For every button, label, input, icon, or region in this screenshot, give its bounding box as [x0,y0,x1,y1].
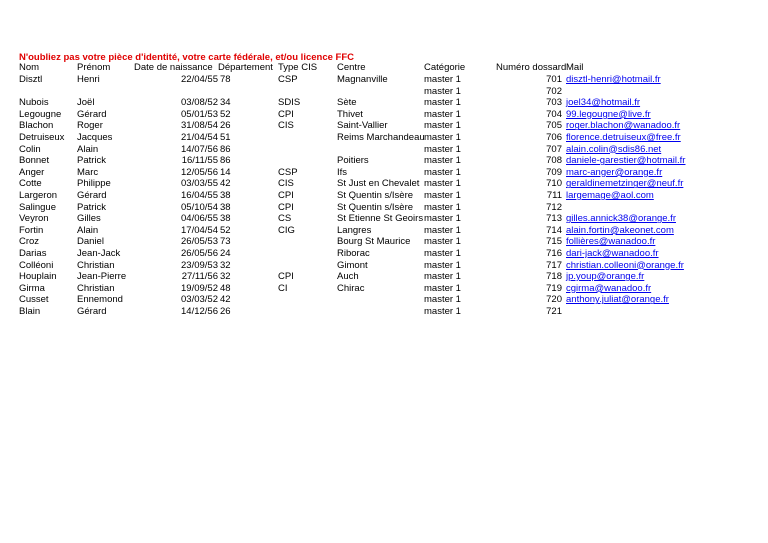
cell-nom: Cotte [19,178,42,190]
cell-mail[interactable]: gilles.annick38@orange.fr [566,213,676,225]
cell-centre: Thivet [337,108,363,120]
cell-categorie: master 1 [424,166,461,178]
table-row [0,260,768,272]
cell-type: CPI [278,201,294,213]
table-row [0,86,768,98]
cell-categorie: master 1 [424,190,461,201]
cell-type: SDIS [278,97,301,109]
cell-type: CIS [278,178,294,190]
cell-nom: Darias [19,248,47,259]
cell-departement: 34 [220,97,231,109]
cell-numero: 703 [546,97,562,109]
cell-type: CIS [278,120,294,132]
cell-date: 22/04/55 [181,74,218,85]
cell-date: 04/06/55 [181,213,218,225]
cell-departement: 24 [220,248,231,259]
cell-centre: Auch [337,271,359,283]
cell-type: CIG [278,224,295,236]
cell-mail[interactable]: 99.legougne@live.fr [566,108,651,120]
table-row [0,109,768,121]
cell-mail[interactable]: cgirma@wanadoo.fr [566,282,652,294]
cell-categorie: master 1 [424,120,461,132]
cell-numero: 711 [546,190,562,201]
cell-centre: Sète [337,97,357,109]
cell-centre: St Etienne St Geoirs [337,213,424,225]
cell-prenom: Marc [77,166,99,178]
cell-prenom: Joël [77,97,95,109]
cell-categorie: master 1 [424,201,461,213]
cell-date: 21/04/54 [181,132,218,143]
cell-categorie: master 1 [424,306,461,317]
cell-nom: Largeron [19,190,58,201]
header-prenom: Prénom [77,62,111,73]
cell-prenom: Jacques [77,132,113,143]
cell-departement: 42 [220,178,231,190]
cell-nom: Colin [19,143,41,155]
cell-centre: Bourg St Maurice [337,236,411,248]
cell-mail[interactable]: largemage@aol.com [566,190,654,201]
cell-departement: 86 [220,155,231,167]
table-row [0,132,768,144]
cell-date: 26/05/56 [181,248,218,259]
cell-centre: Riborac [337,248,370,259]
cell-prenom: Ennemond [77,294,123,306]
cell-centre: Poitiers [337,155,369,167]
cell-numero: 715 [546,236,562,248]
cell-type: CPI [278,271,294,283]
cell-prenom: Roger [77,120,103,132]
cell-nom: Legougne [19,108,62,120]
cell-centre: Langres [337,224,372,236]
table-row [0,213,768,225]
table-row [0,178,768,190]
cell-mail[interactable]: christian.colleoni@orange.fr [566,259,684,271]
cell-date: 19/09/52 [181,282,218,294]
table-row [0,120,768,132]
cell-prenom: Patrick [77,155,107,167]
header-mail: Mail [566,62,584,73]
cell-mail[interactable]: daniele-garestier@hotmail.fr [566,155,686,167]
cell-prenom: Alain [77,143,99,155]
cell-mail[interactable]: alain.colin@sdis86.net [566,143,662,155]
cell-numero: 716 [546,248,562,259]
cell-departement: 38 [220,190,231,201]
cell-nom: Veyron [19,213,49,225]
table-row [0,271,768,283]
cell-numero: 721 [546,306,562,317]
cell-departement: 51 [220,132,231,143]
cell-nom: Bonnet [19,155,50,167]
cell-nom: Anger [19,166,45,178]
cell-numero: 713 [546,213,562,225]
cell-date: 16/04/55 [181,190,218,201]
cell-centre: Magnanville [337,74,388,85]
table-row [0,248,768,260]
cell-date: 23/09/53 [181,259,218,271]
cell-mail[interactable]: anthony.juliat@orange.fr [566,294,669,306]
cell-categorie: master 1 [424,213,461,225]
cell-type: CS [278,213,292,225]
cell-prenom: Philippe [77,178,111,190]
cell-prenom: Daniel [77,236,104,248]
cell-centre: St Just en Chevalet [337,178,420,190]
cell-date: 05/10/54 [181,201,218,213]
cell-date: 03/03/55 [181,178,218,190]
table-row [0,97,768,109]
cell-mail[interactable]: follières@wanadoo.fr [566,236,656,248]
cell-categorie: master 1 [424,143,461,155]
cell-centre: St Quentin s/Isère [337,201,414,213]
cell-nom: Cusset [19,294,49,306]
header-row [0,62,768,74]
table-row [0,202,768,214]
cell-numero: 705 [546,120,562,132]
cell-prenom: Gérard [77,190,107,201]
cell-departement: 52 [220,108,231,120]
cell-centre: Gimont [337,259,368,271]
cell-categorie: master 1 [424,85,461,97]
table-row [0,74,768,86]
cell-mail[interactable]: joel34@hotmail.fr [566,97,641,109]
table-row [0,283,768,295]
cell-numero: 717 [546,259,562,271]
cell-date: 26/05/53 [181,236,218,248]
cell-numero: 708 [546,155,562,167]
cell-nom: Disztl [19,74,43,85]
cell-type: CSP [278,74,298,85]
cell-categorie: master 1 [424,132,461,143]
cell-categorie: master 1 [424,224,461,236]
cell-mail[interactable]: dari-jack@wanadoo.fr [566,248,659,259]
cell-nom: Croz [19,236,40,248]
cell-centre: Ifs [337,166,348,178]
cell-type: CI [278,282,288,294]
cell-departement: 32 [220,259,231,271]
cell-type: CPI [278,190,294,201]
cell-numero: 720 [546,294,562,306]
cell-numero: 701 [546,74,562,85]
header-nom: Nom [19,62,40,73]
cell-numero: 709 [546,166,562,178]
cell-categorie: master 1 [424,294,461,306]
cell-nom: Colléoni [19,259,54,271]
table-row [0,236,768,248]
notice-text: N'oubliez pas votre pièce d'identité, votre carte fédérale, et/ou licence FFC [19,52,355,63]
cell-nom: Girma [19,282,45,294]
cell-centre: Saint-Vallier [337,120,388,132]
cell-departement: 32 [220,271,231,283]
header-numero: Numéro dossard [496,62,567,73]
header-categorie: Catégorie [424,62,466,73]
cell-mail[interactable]: disztl-henri@hotmail.fr [566,74,661,85]
cell-categorie: master 1 [424,282,461,294]
cell-date: 14/12/56 [181,306,218,317]
table-row [0,167,768,179]
cell-prenom: Jean-Jack [77,248,121,259]
cell-categorie: master 1 [424,236,461,248]
cell-departement: 78 [220,74,231,85]
cell-date: 17/04/54 [181,224,218,236]
cell-nom: Salingue [19,201,56,213]
cell-nom: Detruiseux [19,132,65,143]
cell-departement: 52 [220,224,231,236]
cell-date: 14/07/56 [181,143,218,155]
cell-departement: 73 [220,236,231,248]
cell-numero: 704 [546,108,562,120]
cell-mail[interactable]: jp.youp@orange.fr [566,271,645,283]
table-row [0,144,768,156]
cell-prenom: Gérard [77,306,107,317]
cell-departement: 38 [220,201,231,213]
table-row [0,190,768,202]
cell-prenom: Jean-Pierre [77,271,127,283]
cell-departement: 26 [220,120,231,132]
cell-centre: St Quentin s/Isère [337,190,414,201]
cell-date: 27/11/56 [181,271,218,283]
cell-departement: 26 [220,306,231,317]
cell-departement: 42 [220,294,231,306]
cell-numero: 707 [546,143,562,155]
cell-categorie: master 1 [424,108,461,120]
cell-mail[interactable]: geraldinemetzinger@neuf.fr [566,178,684,190]
cell-mail[interactable]: marc-anger@orange.fr [566,166,663,178]
cell-date: 03/08/52 [181,97,218,109]
cell-prenom: Christian [77,259,115,271]
cell-date: 05/01/53 [181,108,218,120]
cell-date: 03/03/52 [181,294,218,306]
cell-departement: 48 [220,282,231,294]
cell-date: 16/11/55 [181,155,218,167]
cell-numero: 718 [546,271,562,283]
cell-departement: 14 [220,166,231,178]
cell-categorie: master 1 [424,178,461,190]
cell-departement: 38 [220,213,231,225]
header-departement: Département [218,62,273,73]
cell-departement: 86 [220,143,231,155]
cell-numero: 706 [546,132,562,143]
cell-prenom: Gérard [77,108,107,120]
cell-numero: 710 [546,178,562,190]
cell-categorie: master 1 [424,97,461,109]
cell-numero: 719 [546,282,562,294]
cell-prenom: Henri [77,74,100,85]
table-row [0,306,768,318]
cell-mail[interactable]: alain.fortin@akeonet.com [566,224,674,236]
table-row [0,294,768,306]
cell-nom: Houplain [19,271,57,283]
cell-prenom: Gilles [77,213,101,225]
cell-date: 12/05/56 [181,166,218,178]
cell-categorie: master 1 [424,155,461,167]
cell-nom: Blain [19,306,41,317]
header-type: Type CIS [278,62,318,73]
cell-categorie: master 1 [424,271,461,283]
cell-categorie: master 1 [424,259,461,271]
cell-prenom: Alain [77,224,99,236]
cell-prenom: Christian [77,282,115,294]
header-centre: Centre [337,62,366,73]
cell-date: 31/08/54 [181,120,218,132]
table-row [0,155,768,167]
cell-type: CPI [278,108,294,120]
header-date: Date de naissance [134,62,213,73]
cell-centre: Chirac [337,282,365,294]
cell-numero: 712 [546,201,562,213]
cell-prenom: Patrick [77,201,107,213]
cell-mail[interactable]: roger.blachon@wanadoo.fr [566,120,681,132]
cell-nom: Nubois [19,97,49,109]
cell-numero: 714 [546,224,562,236]
cell-centre: Reims Marchandeau [337,132,425,143]
table-row [0,225,768,237]
cell-type: CSP [278,166,298,178]
cell-nom: Fortin [19,224,44,236]
cell-categorie: master 1 [424,74,461,85]
cell-mail[interactable]: florence.detruiseux@free.fr [566,132,681,143]
cell-categorie: master 1 [424,248,461,259]
cell-nom: Blachon [19,120,54,132]
cell-numero: 702 [546,85,562,97]
